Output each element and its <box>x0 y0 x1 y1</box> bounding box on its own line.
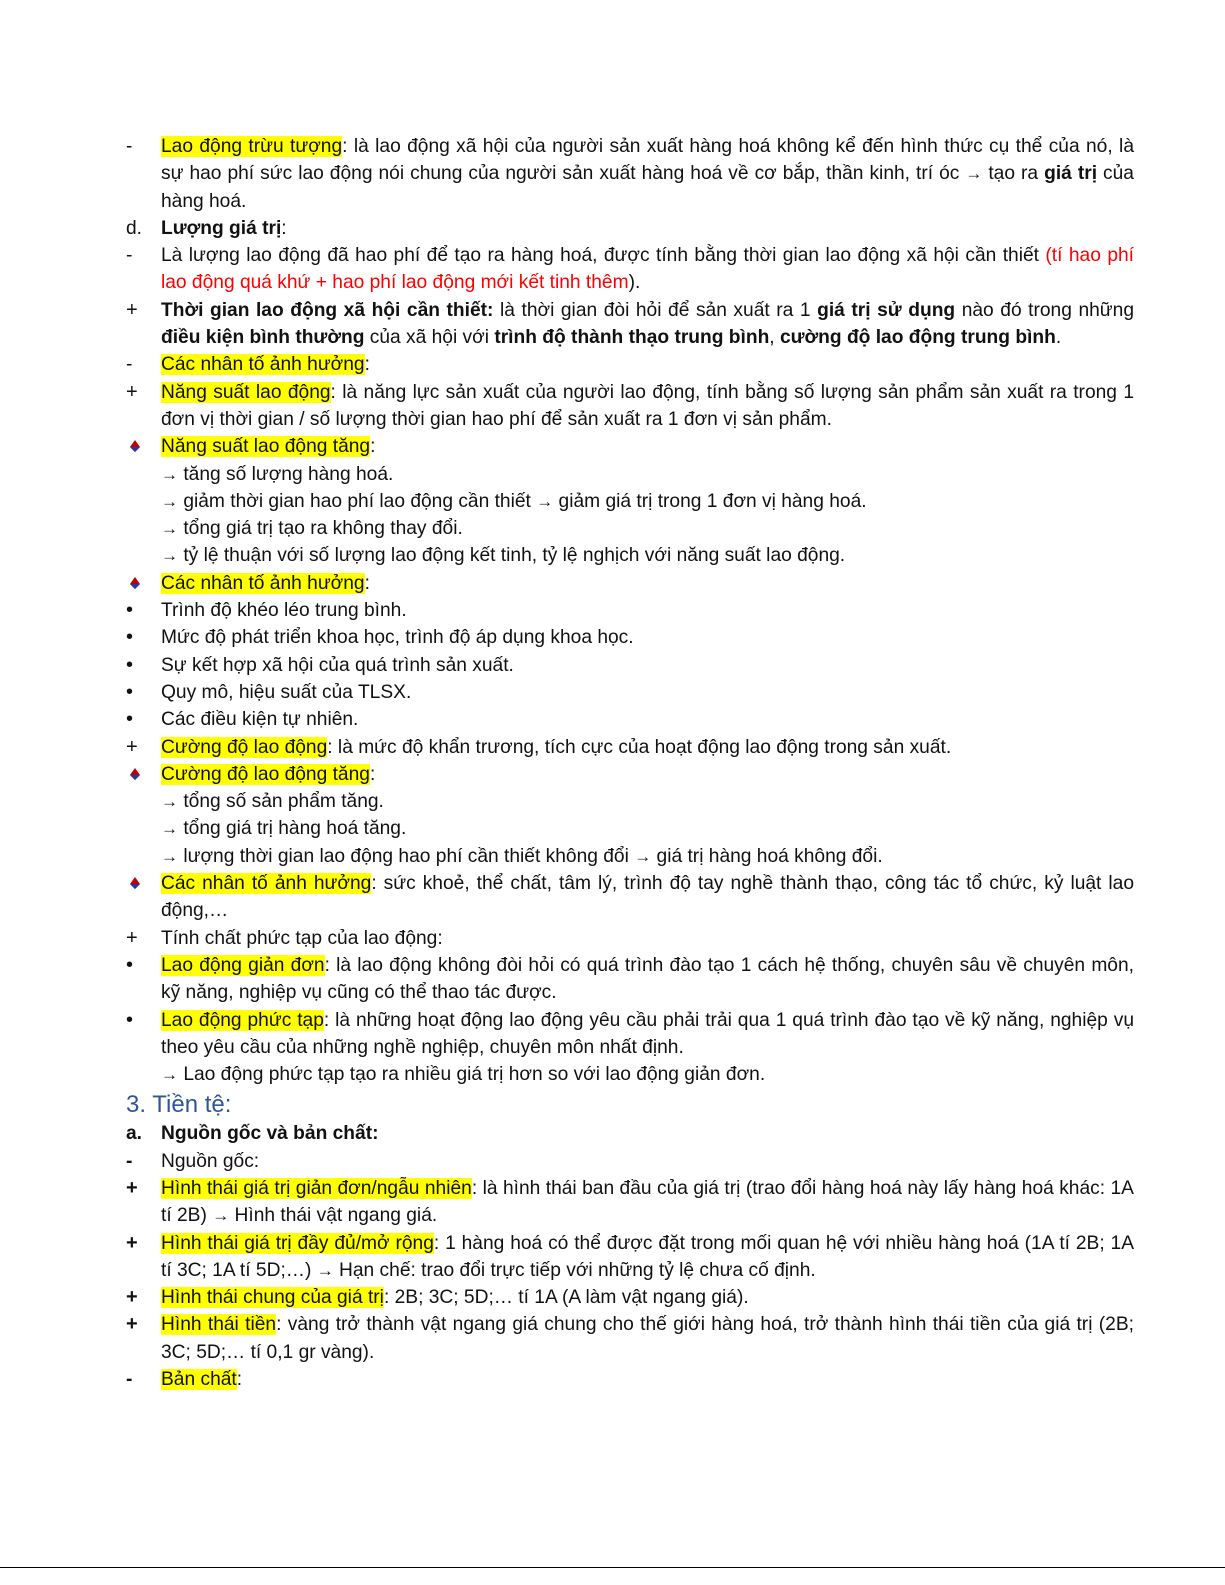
text: : 1 hàng hoá có thể được đặt trong mối quan hệ với nhiều hàng hoá (1A tí 2B; 1A tí 3C; 1A tí 5D;…) <box>161 1232 1134 1281</box>
list-item <box>126 597 1134 624</box>
text: : là hình thái ban đầu của giá trị (trao đổi hàng hoá này lấy hàng hoá khác: 1A tí 2B) <box>161 1177 1134 1227</box>
text: : là những hoạt động lao động yêu cầu phải trải qua 1 quá trình đào tạo về kỹ năng, nghiệp vụ theo yêu cầu của những nghề nghiệp, chuyên môn nhất định. <box>161 1009 1134 1058</box>
list-item <box>126 1148 1134 1175</box>
section-heading-3 <box>126 1090 1134 1120</box>
bold-term: cường độ lao động trung bình <box>779 327 1056 349</box>
dash-marker: - <box>126 136 133 157</box>
letter-marker: a. <box>126 1123 143 1145</box>
text: : là lao động không đòi hỏi có quá trình đào tạo 1 cách hệ thống, chuyên sâu về chuyên môn, kỹ năng, nghiệp vụ cũng có thể thao tác được. <box>161 954 1134 1004</box>
bold-term: điều kiện bình thường <box>161 327 365 349</box>
bold-heading: Nguồn gốc và bản chất: <box>161 1123 379 1145</box>
page-bottom-rule <box>0 1567 1225 1568</box>
bullet-icon: • <box>126 680 134 703</box>
text: Tính chất phức tạp của lao động: <box>161 927 443 949</box>
bullet-icon: • <box>126 1008 134 1031</box>
plus-marker: + <box>126 735 138 758</box>
arrow-right-icon: → <box>965 164 983 184</box>
text: tổng giá trị tạo ra không thay đổi. <box>178 518 463 540</box>
bold-term: trình độ thành thạo trung bình <box>494 327 770 349</box>
plus-marker: + <box>126 926 138 949</box>
bullet-icon: • <box>126 626 134 649</box>
list-item <box>126 515 1134 542</box>
highlighted-term: Các nhân tố ảnh hưởng <box>161 354 365 376</box>
arrow-right-icon: → <box>634 846 652 866</box>
list-item <box>126 1230 1134 1285</box>
text: của hàng hoá. <box>161 163 1134 212</box>
text: giảm giá trị trong 1 đơn vị hàng hoá. <box>553 490 867 512</box>
list-item <box>126 1007 1134 1062</box>
highlighted-term: Năng suất lao động <box>161 381 331 403</box>
text: Hạn chế: trao đổi trực tiếp với những tỷ lệ chưa cố định. <box>333 1259 816 1281</box>
bullet-icon: • <box>126 599 134 622</box>
text: Sự kết hợp xã hội của quá trình sản xuất. <box>161 654 514 676</box>
list-item <box>126 1311 1134 1366</box>
dash-marker: - <box>126 354 133 376</box>
highlighted-term: Lao động giản đơn <box>161 954 325 976</box>
text: : <box>281 217 287 239</box>
text: , <box>769 327 780 349</box>
text: : sức khoẻ, thể chất, tâm lý, trình độ tay nghề thành thạo, công tác tổ chức, kỷ luật lao động,… <box>161 873 1134 922</box>
text: tổng giá trị hàng hoá tăng. <box>178 818 407 840</box>
highlighted-term: Các nhân tố ảnh hưởng <box>161 572 365 594</box>
list-item <box>126 1175 1134 1230</box>
list-item <box>126 351 1134 378</box>
text: ). <box>628 272 641 294</box>
list-item <box>126 761 1134 788</box>
plus-marker: + <box>126 1286 138 1309</box>
list-item <box>126 488 1134 515</box>
list-item <box>126 788 1134 815</box>
highlighted-term: Bản chất <box>161 1369 237 1391</box>
bullet-icon: • <box>126 708 134 731</box>
text: : là lao động xã hội của người sản xuất hàng hoá không kể đến hình thức cụ thể của nó, là sự hao phí sức lao động nói chung của người sản xuất hàng hoá về cơ bắp, thần kinh, trí óc <box>161 136 1134 185</box>
text: : là mức độ khẩn trương, tích cực của hoạt động lao động trong sản xuất. <box>327 736 952 758</box>
list-item <box>126 542 1134 569</box>
bold-term: giá trị <box>1044 163 1098 185</box>
text: : <box>236 1369 243 1391</box>
arrow-right-icon: → <box>161 819 178 839</box>
text: tăng số lượng hàng hoá. <box>178 463 394 485</box>
list-item <box>126 242 1134 297</box>
text: của xã hội với <box>364 327 495 349</box>
text: : <box>364 572 370 594</box>
text: : 2B; 3C; 5D;… tí 1A (A làm vật ngang giá). <box>383 1287 749 1309</box>
letter-marker: d. <box>126 217 143 239</box>
list-item <box>126 433 1134 460</box>
arrow-right-icon: → <box>161 464 178 484</box>
arrow-bullet-icon <box>128 876 142 890</box>
text: Nguồn gốc: <box>161 1150 260 1172</box>
list-item <box>126 925 1134 952</box>
list-item <box>126 734 1134 761</box>
arrow-right-icon: → <box>161 792 178 812</box>
text: giá trị hàng hoá không đổi. <box>651 845 883 867</box>
list-item <box>126 461 1134 488</box>
list-item <box>126 815 1134 842</box>
text: là thời gian đòi hỏi để sản xuất ra 1 <box>493 299 818 321</box>
text: : vàng trở thành vật ngang giá chung cho thế giới hàng hoá, trở thành hình thái tiền của giá trị (2B; 3C; 5D;… tí 0,1 gr vàng). <box>161 1314 1134 1363</box>
text: Mức độ phát triển khoa học, trình độ áp dụng khoa học. <box>161 627 634 649</box>
text: lượng thời gian lao động hao phí cần thiết không đổi <box>178 845 635 867</box>
list-item <box>126 679 1134 706</box>
text: tỷ lệ thuận với số lượng lao động kết tinh, tỷ lệ nghịch với năng suất lao động. <box>178 545 846 567</box>
highlighted-term: Hình thái tiền <box>161 1314 277 1336</box>
text: giảm thời gian hao phí lao động cần thiết <box>178 490 537 512</box>
heading-number: 3. <box>126 1091 147 1119</box>
text: : <box>364 354 370 376</box>
list-item <box>126 1284 1134 1311</box>
text: Là lượng lao động đã hao phí để tạo ra hàng hoá, được tính bằng thời gian lao động xã hội cần thiết <box>161 245 1046 267</box>
arrow-bullet-icon <box>128 576 142 590</box>
text: tạo ra <box>982 163 1045 185</box>
highlighted-term: Hình thái giá trị giản đơn/ngẫu nhiên <box>161 1177 472 1199</box>
arrow-right-icon: → <box>161 519 178 539</box>
bullet-icon: • <box>126 653 134 676</box>
list-item <box>126 652 1134 679</box>
list-item <box>126 1061 1134 1088</box>
list-item <box>126 624 1134 651</box>
plus-marker: + <box>126 1176 138 1199</box>
section-heading-a <box>126 1120 1134 1147</box>
text: Lao động phức tạp tạo ra nhiều giá trị hơn so với lao động giản đơn. <box>178 1064 766 1086</box>
dash-marker: - <box>126 245 133 267</box>
text: . <box>1055 327 1062 349</box>
text: : <box>369 763 376 785</box>
bold-heading: Lượng giá trị <box>161 217 282 239</box>
arrow-right-icon: → <box>536 491 554 511</box>
arrow-bullet-icon <box>128 439 142 453</box>
plus-marker: + <box>126 1313 138 1336</box>
text: Quy mô, hiệu suất của TLSX. <box>161 681 412 703</box>
list-item <box>126 870 1134 925</box>
bold-term: giá trị sử dụng <box>817 299 956 321</box>
list-item <box>126 843 1134 870</box>
text: tổng số sản phẩm tăng. <box>178 791 384 813</box>
arrow-right-icon: → <box>316 1260 334 1280</box>
arrow-right-icon: → <box>161 1065 178 1085</box>
plus-marker: + <box>126 298 138 321</box>
highlighted-term: Hình thái chung của giá trị <box>161 1287 384 1309</box>
dash-marker: - <box>126 1150 133 1172</box>
bold-term: Thời gian lao động xã hội cần thiết: <box>161 299 494 321</box>
highlighted-term: Cường độ lao động <box>161 736 328 758</box>
list-item <box>126 133 1134 215</box>
section-heading-d <box>126 215 1134 242</box>
plus-marker: + <box>126 1231 138 1254</box>
arrow-bullet-icon <box>128 767 142 781</box>
highlighted-term: Năng suất lao động tăng <box>161 436 371 458</box>
highlighted-term: Các nhân tố ảnh hưởng <box>161 873 372 895</box>
bullet-icon: • <box>126 953 134 976</box>
heading-title: Tiền tệ: <box>152 1091 232 1119</box>
arrow-right-icon: → <box>161 491 178 511</box>
list-item <box>126 952 1134 1007</box>
arrow-right-icon: → <box>161 846 178 866</box>
document-body <box>126 133 1134 1393</box>
text: : là năng lực sản xuất của người lao động, tính bằng số lượng sản phẩm sản xuất ra trong 1 đơn vị thời gian / số lượng thời gian hao phí để sản xuất ra 1 đơn vị sản phẩm. <box>161 381 1134 430</box>
text: Hình thái vật ngang giá. <box>229 1205 438 1227</box>
list-item <box>126 1366 1134 1393</box>
highlighted-term: Cường độ lao động tăng <box>161 763 370 785</box>
text: Trình độ khéo léo trung bình. <box>161 600 407 622</box>
list-item <box>126 570 1134 597</box>
text: Các điều kiện tự nhiên. <box>161 709 359 731</box>
dash-marker: - <box>126 1369 133 1391</box>
text: : <box>370 436 376 458</box>
arrow-right-icon: → <box>212 1206 230 1226</box>
highlighted-term: Hình thái giá trị đầy đủ/mở rộng <box>161 1232 434 1254</box>
plus-marker: + <box>126 380 138 403</box>
highlighted-term: Lao động trừu tượng <box>161 136 343 157</box>
list-item <box>126 706 1134 733</box>
text: nào đó trong những <box>955 299 1134 321</box>
arrow-right-icon: → <box>161 546 178 566</box>
list-item <box>126 297 1134 352</box>
red-text: (tí hao phí lao động quá khứ + hao phí lao động mới kết tinh thêm <box>161 245 1134 294</box>
highlighted-term: Lao động phức tạp <box>161 1009 324 1031</box>
list-item <box>126 379 1134 434</box>
